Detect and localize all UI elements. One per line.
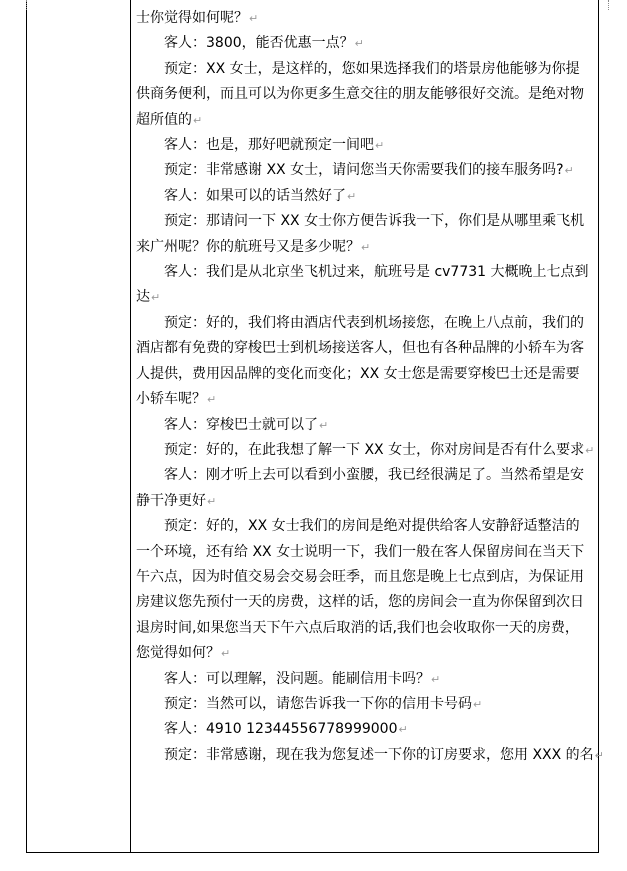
paragraph bbox=[136, 158, 596, 183]
paragraph-mark-icon: ↵ bbox=[398, 723, 408, 737]
paragraph bbox=[136, 184, 596, 209]
paragraph-mark-icon: ↵ bbox=[319, 418, 329, 432]
paragraph bbox=[136, 260, 596, 311]
paragraph bbox=[136, 438, 596, 463]
text-line: 静干净更好↵ bbox=[136, 492, 217, 509]
text-line: 客人：如果可以的话当然好了↵ bbox=[164, 187, 357, 204]
paragraph bbox=[136, 717, 596, 742]
text-line: 超所值的↵ bbox=[136, 111, 203, 128]
text-line: 预定：XX 女士，是这样的，您如果选择我们的塔景房他能够为你提 bbox=[164, 60, 580, 77]
table-right-border bbox=[598, 0, 599, 853]
text-line: 来广州呢？你的航班号又是多少呢？↵ bbox=[136, 238, 371, 255]
paragraph-mark-icon: ↵ bbox=[221, 647, 231, 661]
table-bottom-border bbox=[26, 852, 599, 853]
paragraph-mark-icon: ↵ bbox=[207, 393, 217, 407]
paragraph bbox=[136, 31, 596, 56]
text-line: 客人：刚才听上去可以看到小蛮腰，我已经很满足了。当然希望是安 bbox=[164, 467, 584, 484]
paragraph bbox=[136, 692, 596, 717]
paragraph bbox=[136, 667, 596, 692]
text-line: 预定：那请问一下 XX 女士你方便告诉我一下，你们是从哪里乘飞机 bbox=[164, 213, 585, 230]
text-line: 士你觉得如何呢？↵ bbox=[136, 10, 259, 26]
text-line: 人提供，费用因品牌的变化而变化；XX 女士您是需要穿梭巴士还是需要 bbox=[136, 365, 580, 382]
paragraph-mark-icon: ↵ bbox=[249, 12, 259, 25]
table-column-divider bbox=[130, 0, 131, 853]
paragraph-mark-icon: ↵ bbox=[585, 443, 595, 457]
text-line: 客人：也是，那好吧就预定一间吧↵ bbox=[164, 137, 385, 154]
paragraph-mark-icon: ↵ bbox=[431, 672, 441, 686]
paragraph-mark-icon: ↵ bbox=[193, 113, 203, 127]
paragraph bbox=[136, 514, 596, 666]
text-line: 客人：可以理解，没问题。能刷信用卡吗？↵ bbox=[164, 670, 441, 687]
text-line: 一个环境，还有给 XX 女士说明一下，我们一般在客人保留房间在当天下 bbox=[136, 543, 585, 560]
paragraph bbox=[136, 413, 596, 438]
paragraph-mark-icon: ↵ bbox=[361, 240, 371, 254]
text-line: 客人：4910 12344556778999000↵ bbox=[164, 721, 408, 738]
paragraph-mark-icon: ↵ bbox=[151, 291, 161, 305]
paragraph-mark-icon: ↵ bbox=[347, 189, 357, 203]
paragraph bbox=[136, 463, 596, 514]
paragraph bbox=[136, 743, 604, 768]
text-line: 退房时间,如果您当天下午六点后取消的话,我们也会收取你一天的房费， bbox=[136, 619, 579, 636]
paragraph bbox=[136, 6, 596, 31]
text-line: 客人：穿梭巴士就可以了↵ bbox=[164, 416, 329, 433]
paragraph-mark-icon: ↵ bbox=[594, 748, 604, 762]
text-line: 预定：好的，我们将由酒店代表到机场接您，在晚上八点前，我们的 bbox=[164, 314, 584, 331]
text-line: 预定：当然可以，请您告诉我一下你的信用卡号码↵ bbox=[164, 695, 483, 712]
paragraph bbox=[136, 209, 596, 260]
text-line: 预定：好的，在此我想了解一下 XX 女士，你对房间是否有什么要求↵ bbox=[164, 441, 595, 458]
text-line: 您觉得如何？↵ bbox=[136, 645, 231, 662]
text-line: 达↵ bbox=[136, 289, 161, 306]
text-line: 预定：好的，XX 女士我们的房间是绝对提供给客人安静舒适整洁的 bbox=[164, 518, 580, 535]
text-line: 预定：非常感谢，现在我为您复述一下你的订房要求，您用 XXX 的名↵ bbox=[164, 746, 604, 763]
paragraph-mark-icon: ↵ bbox=[473, 697, 483, 711]
paragraph bbox=[136, 57, 596, 133]
paragraph bbox=[136, 311, 596, 413]
text-line: 小轿车呢？↵ bbox=[136, 391, 217, 408]
text-line: 酒店都有免费的穿梭巴士到机场接送客人，但也有各种品牌的小轿车为客 bbox=[136, 340, 584, 357]
text-line: 预定：非常感谢 XX 女士，请问您当天你需要我们的接车服务吗?↵ bbox=[164, 162, 574, 179]
paragraph-mark-icon: ↵ bbox=[375, 139, 385, 153]
text-line: 供商务便利，而且可以为你更多生意交往的朋友能够很好交流。是绝对物 bbox=[136, 86, 584, 103]
paragraph-mark-icon: ↵ bbox=[354, 37, 364, 51]
text-line: 客人：3800，能否优惠一点？↵ bbox=[164, 35, 364, 52]
table-cell-content bbox=[136, 6, 604, 768]
text-line: 客人：我们是从北京坐飞机过来，航班号是 cv7731 大概晚上七点到 bbox=[164, 264, 589, 281]
table-left-border bbox=[26, 0, 27, 853]
text-line: 房建议您先预付一天的房费，这样的话，您的房间会一直为你保留到次日 bbox=[136, 594, 584, 611]
paragraph bbox=[136, 133, 596, 158]
text-line: 午六点，因为时值交易会交易会旺季，而且您是晚上七点到店，为保证用 bbox=[136, 568, 584, 585]
paragraph-mark-icon: ↵ bbox=[564, 164, 574, 178]
margin-guide-right bbox=[608, 0, 609, 10]
margin-guide-left bbox=[26, 0, 27, 10]
paragraph-mark-icon: ↵ bbox=[207, 494, 217, 508]
